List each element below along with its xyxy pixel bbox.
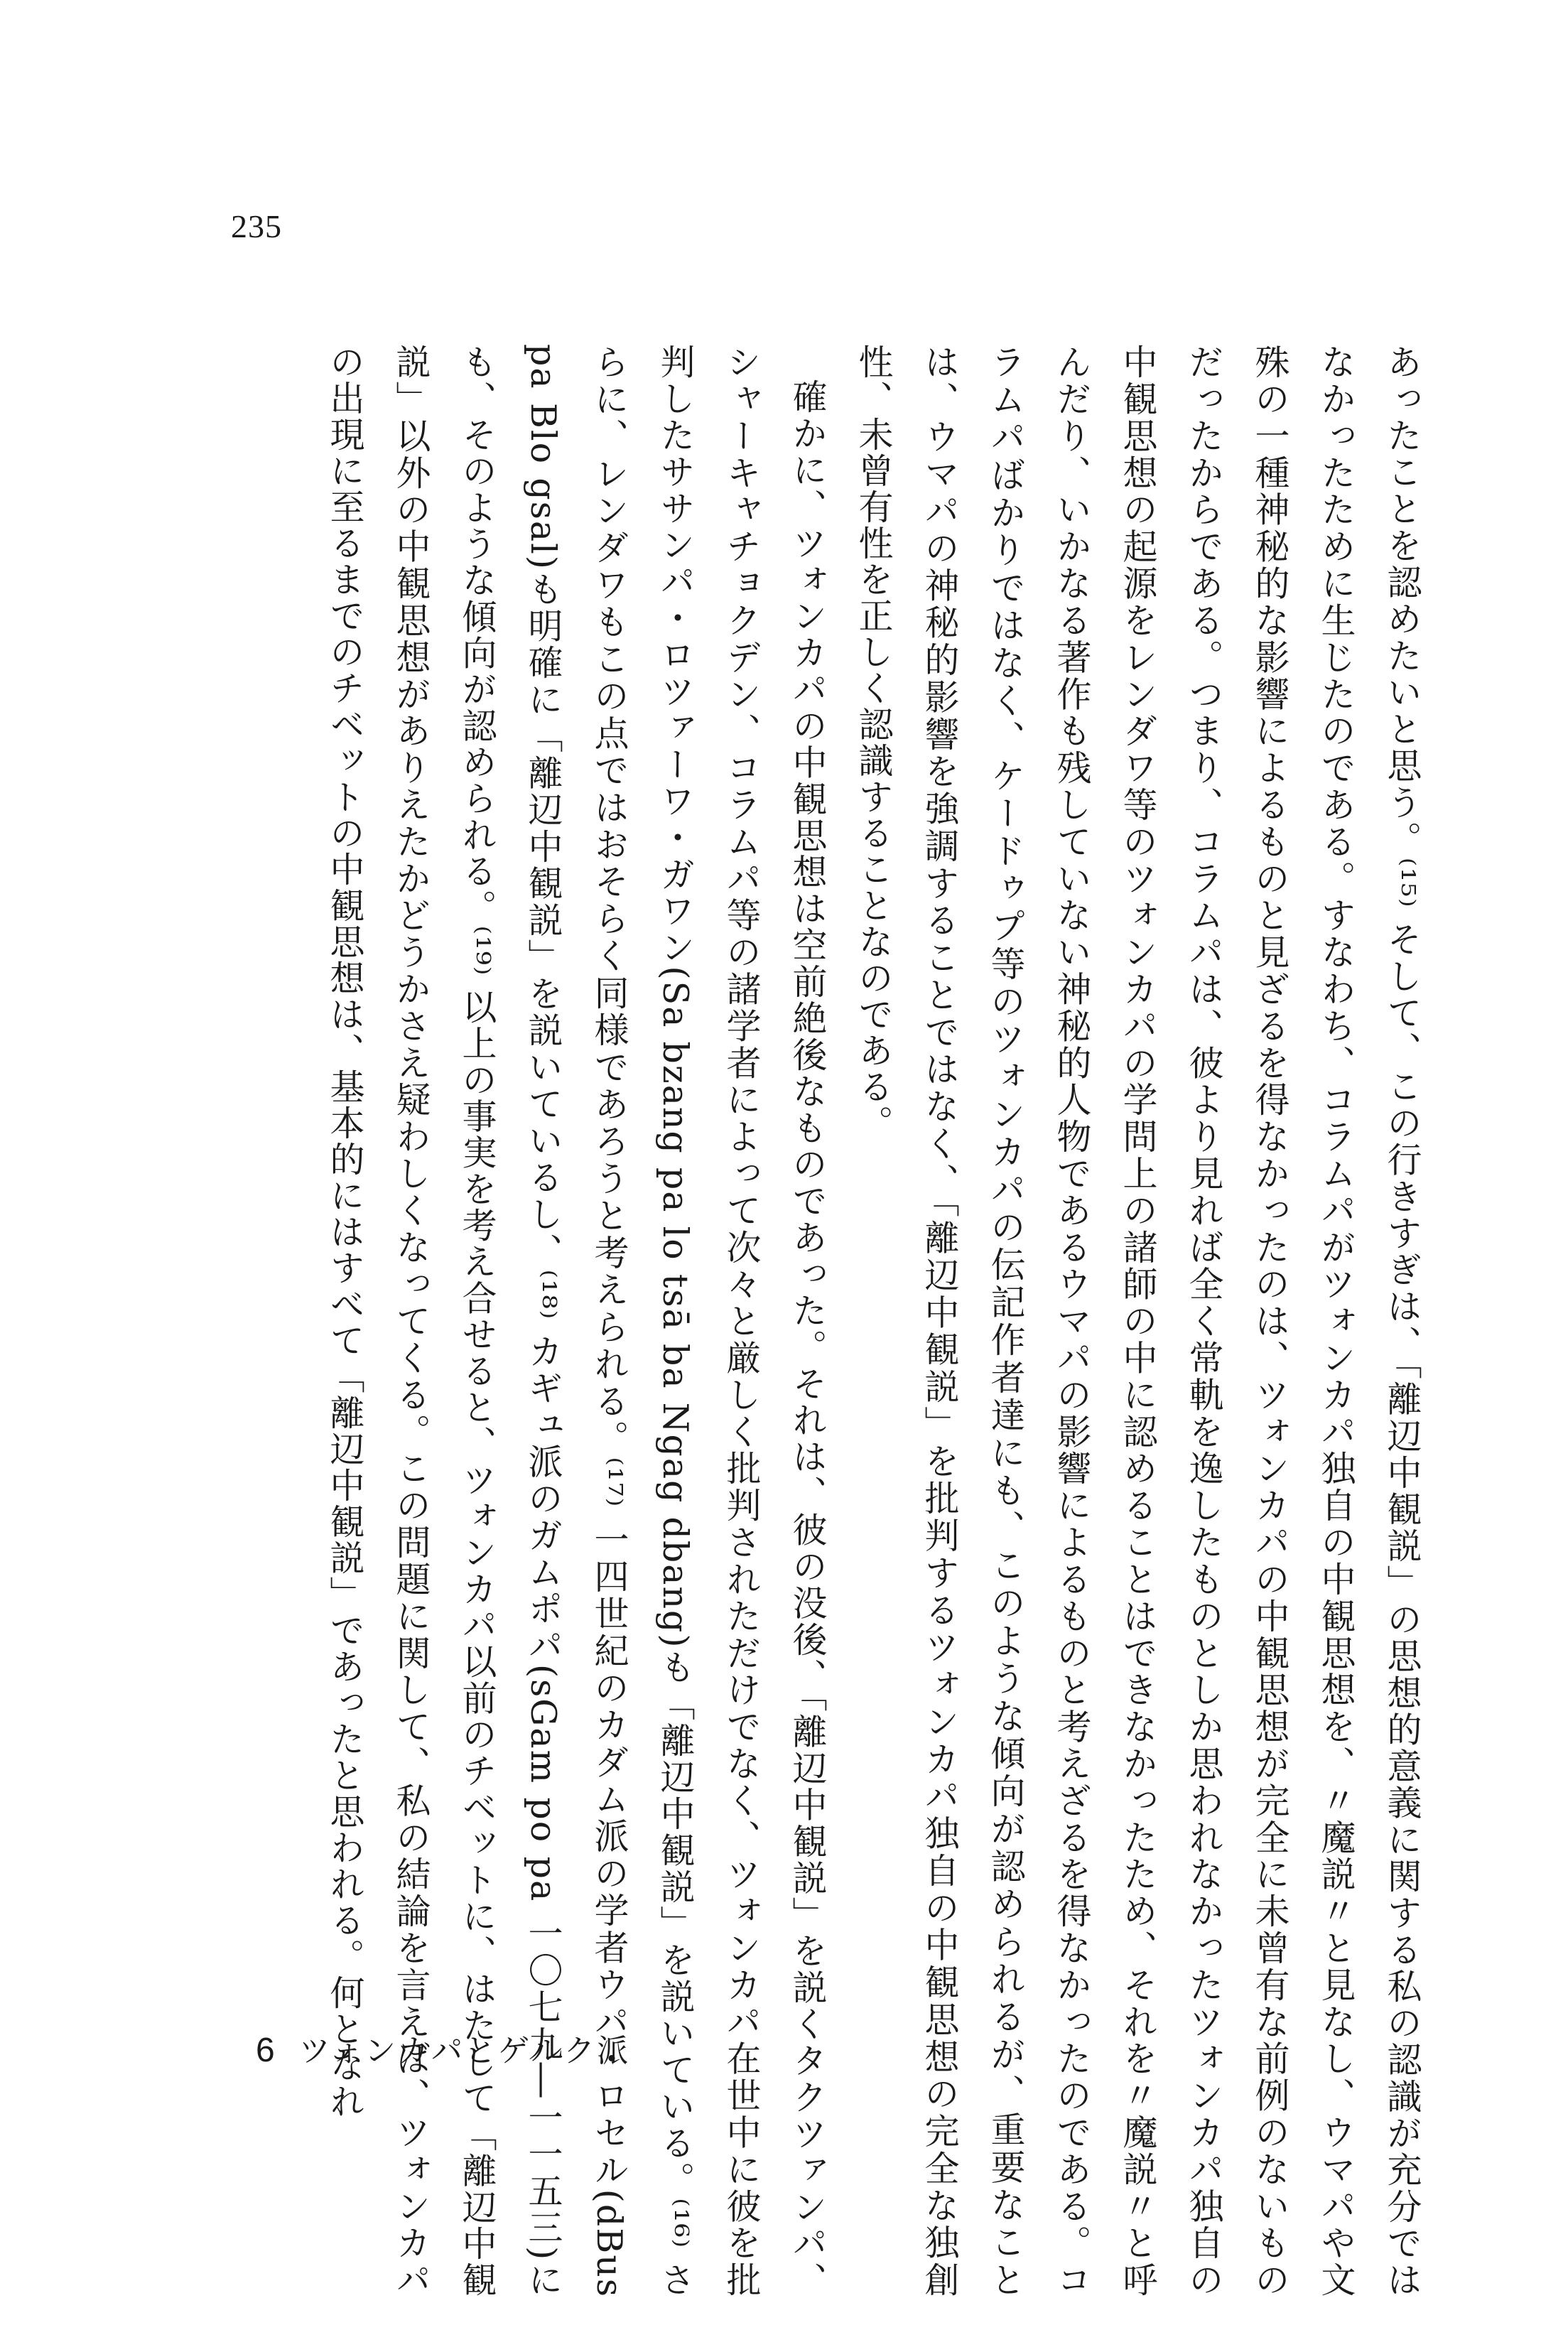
body-text	[92, 344, 1435, 2298]
paragraph-1: あったことを認めたいと思う。⁽¹⁵⁾ そして、この行きすぎは、「離辺中観説」の思想的意義に関する私の認識が充分ではなかったために生じたのである。すなわち、コラムパがツォンカパ独自の中観思想を、〃魔説〃と見なし、ウマパや文殊の一種神秘的な影響によるものと見ざるを得なかったのは、ツォンカパの中観思想が完全に未曾有な前例のないものだったからである。つまり、コラムパは、彼より見れば全く常軌を逸したものとしか思われなかったツォンカパ独自の中観思想の起源をレンダワ等のツォンカパの学問上の諸師の中に認めることはできなかったため、それを〃魔説〃と呼んだり、いかなる著作も残していない神秘的人物であるウマパの影響によるものと考えざるを得なかったのである。コラムパばかりではなく、ケードゥプ等のツォンカパの伝記作者達にも、このような傾向が認められるが、重要なことは、ウマパの神秘的影響を強調することではなく、「離辺中観説」を批判するツォンカパ独自の中観思想の完全な独創性、未曾有性を正しく認識することなのである。	[853, 344, 1422, 2298]
paragraph-2: 確かに、ツォンカパの中観思想は空前絶後なものであった。それは、彼の没後、「離辺中観説」を説くタクツァンパ、シャーキャチョクデン、コラムパ等の諸学者によって次々と厳しく批判されただけでなく、ツォンカパ在世中に彼を批判したササンパ・ロツァーワ・ガワン(Sa bzang pa lo tsā ba Ngag dbang)も「離辺中観説」を説いている。⁽¹⁶⁾ さらに、レンダワもこの点ではおそらく同様であろうと考えられる。⁽¹⁷⁾ 一四世紀のカダム派の学者ウパ・ロセル(dBus pa Blo gsal)も明確に「離辺中観説」を説いているし、⁽¹⁸⁾ カギュ派のガムポパ(sGam po pa 一〇七九―一一五三)にも、そのような傾向が認められる。⁽¹⁹⁾ 以上の事実を考え合せると、ツォンカパ以前のチベットに、はたして「離辺中観説」以外の中観思想がありえたかどうかさえ疑わしくなってくる。この問題に関して、私の結論を言えば、ツォンカパの出現に至るまでのチベットの中観思想は、基本的にはすべて「離辺中観説」であったと思われる。何となれ	[325, 344, 828, 2298]
chapter-number: 6	[256, 2032, 275, 2069]
chapter-title: ツォンカパとゲルク派	[298, 2033, 631, 2069]
page-number: 235	[231, 208, 282, 244]
running-footer	[256, 2025, 630, 2071]
